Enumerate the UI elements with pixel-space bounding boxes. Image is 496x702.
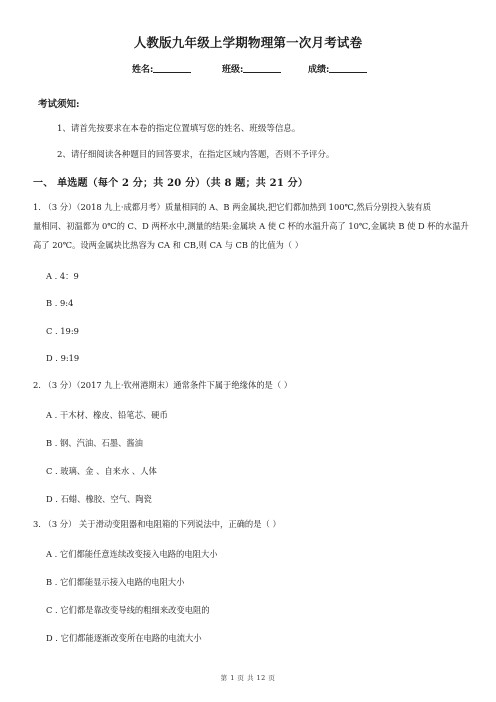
question-1-option-b: B . 9:4 (46, 298, 74, 308)
question-3-text: 3. （3 分） 关于滑动变阻器和电阻箱的下列说法中，正确的是（ ） (33, 519, 281, 529)
class-blank (243, 63, 281, 73)
section-heading: 一、 单选题（每个 2 分；共 20 分）（共 8 题；共 21 分） (33, 178, 309, 189)
name-label: 姓名: (132, 65, 154, 75)
question-3-option-b: B . 它们都能显示接入电路的电阻大小 (46, 577, 185, 587)
question-3-option-c: C . 它们都是靠改变导线的粗细来改变电阻的 (46, 605, 210, 615)
class-label: 班级: (222, 65, 244, 75)
document-title: 人教版九年级上学期物理第一次月考试卷 (133, 35, 363, 50)
page-footer: 第 1 页 共 12 页 (220, 674, 276, 682)
question-2-option-c: C . 玻璃、金 、自来水 、人体 (46, 466, 157, 476)
question-2-option-d: D . 石蜡、橡胶、空气、陶瓷 (46, 494, 152, 504)
class-field (222, 62, 281, 75)
score-label: 成绩: (308, 65, 330, 75)
question-1-option-d: D . 9:19 (46, 353, 80, 363)
score-blank (329, 63, 367, 73)
name-field (132, 62, 191, 75)
question-2-option-a: A . 干木材、橡皮、铅笔芯、硬币 (46, 410, 168, 420)
name-blank (153, 63, 191, 73)
question-1-text: 1. （3 分）（2018 九上·成都月考）质量相同的 A、B 两金属块,把它们都加热到 100℃,然后分别投入装有质 (33, 202, 432, 212)
question-1-text: 量相同、初温都为 0℃的 C、D 两杯水中,测量的结果:金属块 A 使 C 杯的水温升高了 10℃,金属块 B 使 D 杯的水温升 (33, 221, 469, 231)
question-3-option-a: A . 它们都能任意连续改变接入电路的电阻大小 (46, 549, 218, 559)
question-3-option-d: D . 它们都能逐渐改变所在电路的电流大小 (46, 633, 202, 643)
notice-item: 2、请仔细阅读各种题目的回答要求，在指定区域内答题，否则不予评分。 (57, 150, 335, 160)
question-1-text: 高了 20℃。设两金属块比热容为 CA 和 CB,则 CA 与 CB 的比值为（ ） (33, 240, 304, 250)
question-1-option-a: A . 4：9 (46, 271, 79, 281)
question-1-option-c: C . 19:9 (46, 326, 79, 336)
question-2-option-b: B . 钢、汽油、石墨、酱油 (46, 438, 143, 448)
notice-item: 1、请首先按要求在本卷的指定位置填写您的姓名、班级等信息。 (57, 124, 301, 134)
notice-heading: 考试须知: (38, 99, 80, 110)
score-field (308, 62, 367, 75)
question-2-text: 2. （3 分）（2017 九上·钦州港期末）通常条件下属于绝缘体的是（ ） (33, 380, 293, 390)
